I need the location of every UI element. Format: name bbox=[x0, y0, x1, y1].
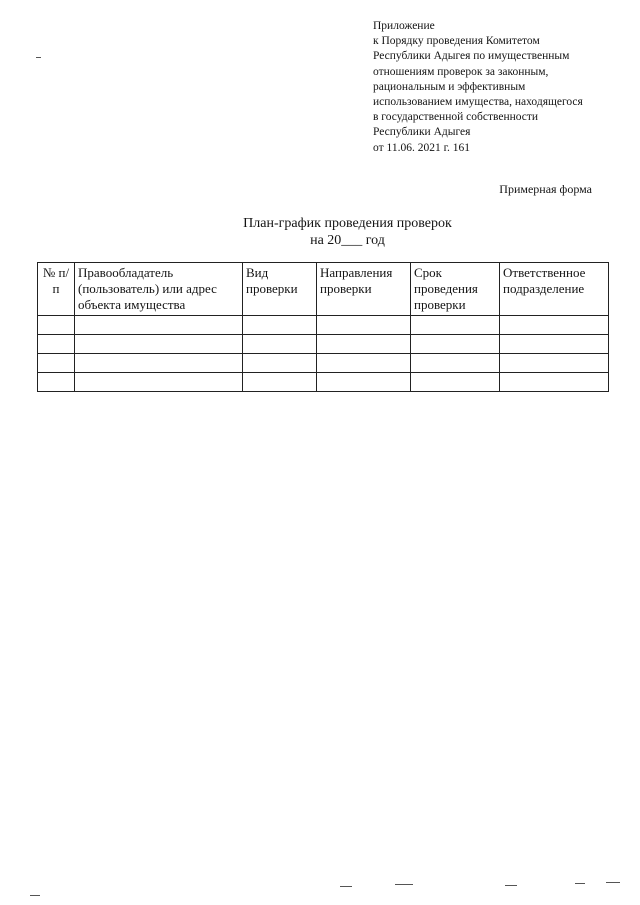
appendix-line: использованием имущества, находящегося bbox=[373, 96, 583, 109]
table-cell bbox=[243, 373, 317, 392]
table-cell bbox=[243, 316, 317, 335]
table-cell bbox=[317, 335, 411, 354]
table-cell bbox=[75, 316, 243, 335]
table-cell bbox=[38, 316, 75, 335]
table-cell bbox=[500, 373, 609, 392]
appendix-line: в государственной собственности bbox=[373, 111, 539, 124]
appendix-line: Республики Адыгея bbox=[373, 126, 471, 139]
title-line-2: на 20___ год bbox=[310, 233, 385, 248]
table-cell bbox=[38, 373, 75, 392]
scan-mark bbox=[30, 895, 40, 896]
table-cell bbox=[411, 316, 500, 335]
table-row bbox=[38, 354, 609, 373]
table-cell bbox=[500, 316, 609, 335]
table-cell bbox=[75, 373, 243, 392]
appendix-line: рациональным и эффективным bbox=[373, 80, 526, 93]
table-cell bbox=[317, 354, 411, 373]
table-cell bbox=[411, 354, 500, 373]
table-cell bbox=[75, 354, 243, 373]
table-cell bbox=[243, 335, 317, 354]
header-responsible-unit: Ответственное подразделение bbox=[500, 263, 609, 316]
appendix-block bbox=[373, 19, 628, 156]
table-row bbox=[38, 373, 609, 392]
scan-mark bbox=[340, 886, 352, 887]
appendix-line: к Порядку проведения Комитетом bbox=[373, 35, 540, 48]
title-line-1: План-график проведения проверок bbox=[243, 216, 452, 231]
table-cell bbox=[243, 354, 317, 373]
table-row bbox=[38, 316, 609, 335]
appendix-line: от 11.06. 2021 г. 161 bbox=[373, 141, 470, 154]
table-row bbox=[38, 335, 609, 354]
schedule-table bbox=[37, 262, 609, 392]
table-cell bbox=[500, 354, 609, 373]
appendix-line: отношениям проверок за законным, bbox=[373, 65, 549, 78]
header-inspection-directions: Направления проверки bbox=[317, 263, 411, 316]
header-owner: Правообладатель (пользователь) или адрес объекта имущества bbox=[75, 263, 243, 316]
appendix-line: Республики Адыгея по имущественным bbox=[373, 50, 570, 63]
table-cell bbox=[38, 354, 75, 373]
table-cell bbox=[500, 335, 609, 354]
table-header-row bbox=[38, 263, 609, 316]
table-cell bbox=[411, 335, 500, 354]
document-title bbox=[100, 215, 595, 249]
form-note: Примерная форма bbox=[499, 182, 592, 196]
header-number: № п/п bbox=[38, 263, 75, 316]
table-cell bbox=[317, 373, 411, 392]
scan-mark bbox=[606, 882, 620, 883]
scan-mark bbox=[36, 57, 41, 58]
scan-mark bbox=[505, 885, 517, 886]
appendix-line: Приложение bbox=[373, 20, 435, 32]
scan-mark bbox=[575, 883, 585, 884]
table-cell bbox=[411, 373, 500, 392]
table-cell bbox=[317, 316, 411, 335]
table-cell bbox=[38, 335, 75, 354]
scan-mark bbox=[395, 884, 413, 885]
table-cell bbox=[75, 335, 243, 354]
header-inspection-period: Срок проведения проверки bbox=[411, 263, 500, 316]
header-inspection-type: Вид проверки bbox=[243, 263, 317, 316]
